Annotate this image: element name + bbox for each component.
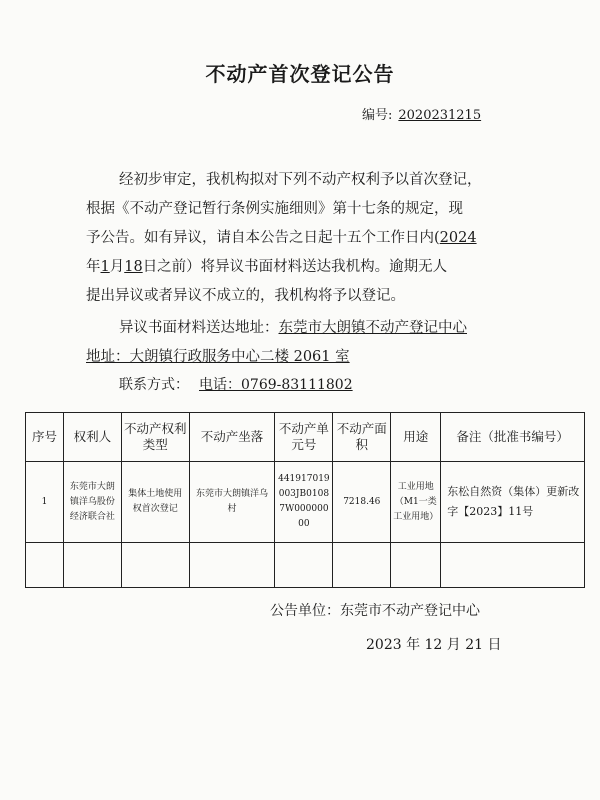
table-row: [26, 462, 585, 543]
body-line-4-month-unit: 月: [109, 259, 125, 275]
issue-date: 2023 年 12 月 21 日: [366, 637, 502, 653]
body-line-1: 经初步审定，我机构拟对下列不动产权利予以首次登记，: [119, 172, 482, 188]
header-no: 序号: [26, 413, 64, 462]
deadline-month: 1: [100, 259, 110, 275]
cell-location: 东莞市大朗镇洋乌村: [189, 462, 275, 543]
address-line: [86, 343, 526, 372]
objection-address: [86, 314, 526, 372]
header-area: 不动产面积: [333, 413, 391, 462]
deadline-year: 2024: [439, 230, 477, 246]
empty-cell: [391, 543, 441, 588]
address-label: 地址：: [86, 349, 130, 365]
deadline-day: 18: [124, 259, 143, 275]
document-number: [362, 104, 481, 123]
cell-note: 东松自然资（集体）更新改字【2023】11号: [441, 462, 585, 543]
address-value: 大朗镇行政服务中心二楼 2061 室: [129, 349, 350, 365]
contact-info: [119, 374, 353, 394]
cell-holder: 东莞市大朗镇洋乌股份经济联合社: [63, 462, 121, 543]
body-line-4-text: 日之前）将异议书面材料送达我机构。逾期无人: [142, 259, 448, 275]
objection-label: 异议书面材料送达地址：: [119, 320, 279, 336]
document-number-label: 编号:: [362, 108, 393, 123]
objection-line: [86, 314, 526, 343]
table-header-row: [26, 413, 585, 462]
body-line-3: [86, 224, 526, 253]
cell-unit-no: 441917019003JB01087W00000000: [275, 462, 333, 543]
cell-use: 工业用地（M1一类工业用地）: [391, 462, 441, 543]
empty-cell: [26, 543, 64, 588]
document-number-value: 2020231215: [398, 108, 482, 123]
empty-cell: [275, 543, 333, 588]
empty-cell: [121, 543, 189, 588]
contact-phone: 电话：0769-83111802: [199, 377, 353, 393]
empty-cell: [189, 543, 275, 588]
cell-right-type: 集体土地使用权首次登记: [121, 462, 189, 543]
empty-cell: [441, 543, 585, 588]
issuing-unit: 公告单位：东莞市不动产登记中心: [270, 603, 480, 619]
table-row-empty: [26, 543, 585, 588]
empty-cell: [333, 543, 391, 588]
registration-table: [25, 412, 585, 588]
contact-label: 联系方式：: [119, 377, 189, 393]
header-note: 备注（批准书编号）: [441, 413, 585, 462]
announcement-body: [86, 166, 526, 311]
header-use: 用途: [391, 413, 441, 462]
header-right-type: 不动产权利类型: [121, 413, 189, 462]
cell-area: 7218.46: [333, 462, 391, 543]
header-location: 不动产坐落: [189, 413, 275, 462]
page-title: 不动产首次登记公告: [205, 62, 395, 86]
body-line-2: 根据《不动产登记暂行条例实施细则》第十七条的规定，现: [86, 201, 463, 217]
body-line-4-year-unit: 年: [86, 259, 101, 275]
body-line-4: [86, 253, 526, 282]
empty-cell: [63, 543, 121, 588]
cell-no: 1: [26, 462, 64, 543]
body-line-5: 提出异议或者异议不成立的，我机构将予以登记。: [86, 288, 405, 304]
header-unit-no: 不动产单元号: [275, 413, 333, 462]
header-holder: 权利人: [63, 413, 121, 462]
objection-org: 东莞市大朗镇不动产登记中心: [278, 320, 467, 336]
body-line-3-text: 予公告。如有异议，请自本公告之日起十五个工作日内(: [86, 230, 440, 246]
